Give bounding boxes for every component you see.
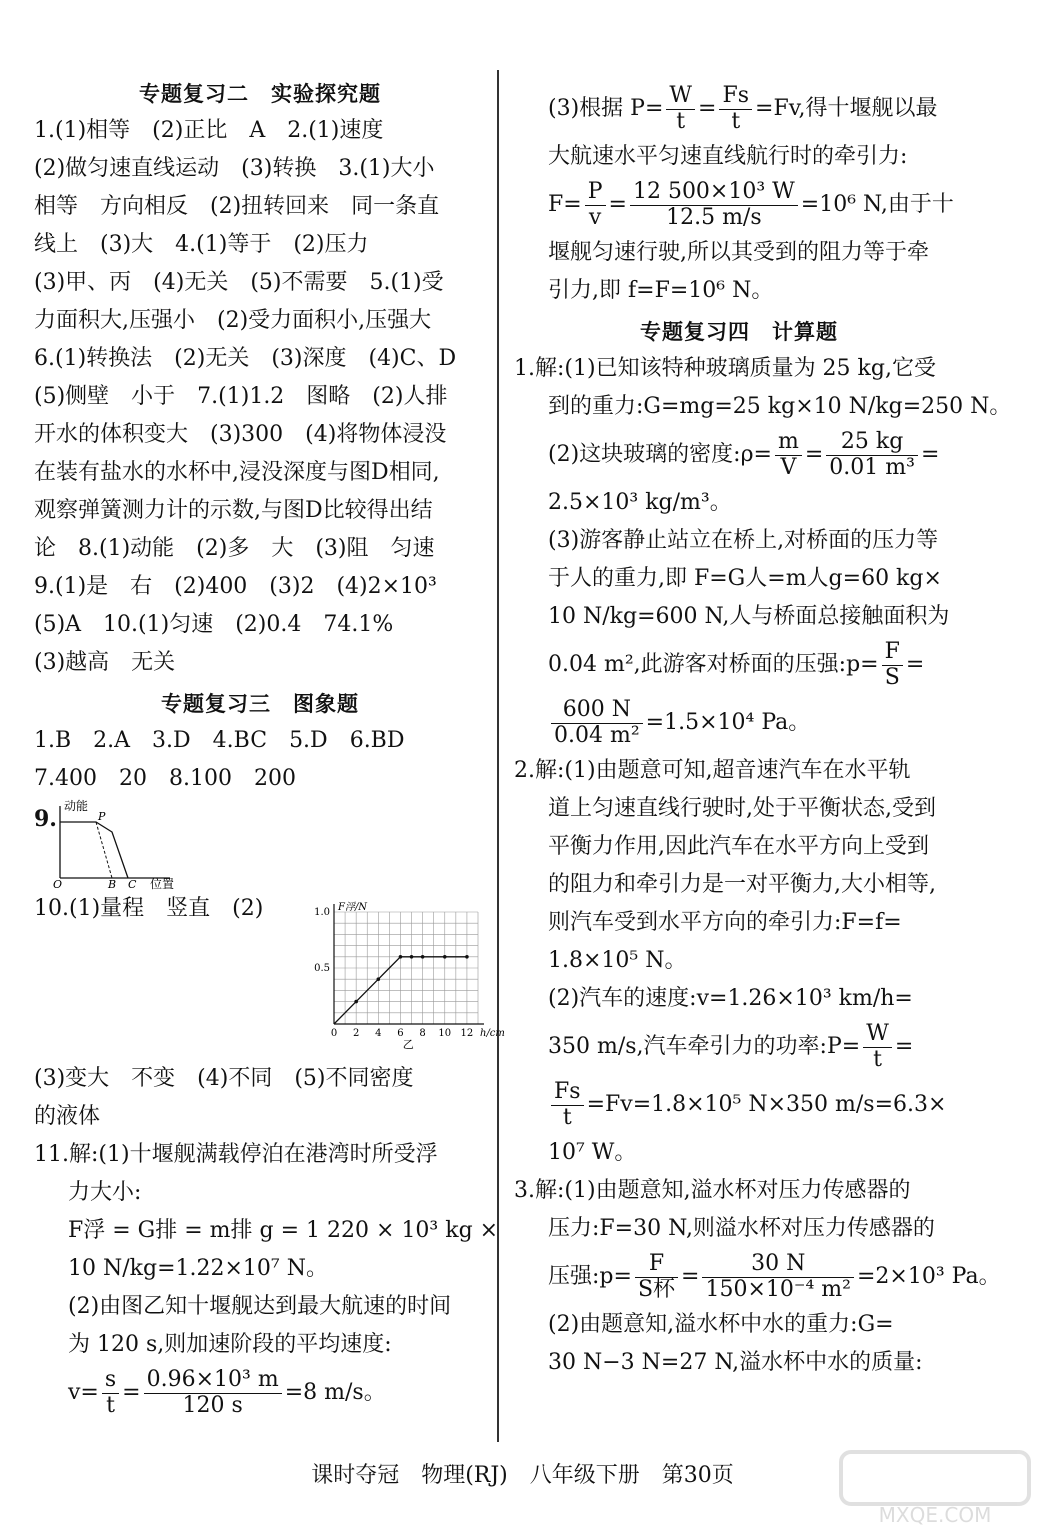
eq-rhs: = xyxy=(920,442,940,467)
answer-line: (2)做匀速直线运动 (3)转换 3.(1)大小 xyxy=(34,156,435,181)
denominator: t xyxy=(676,108,686,134)
answer-line: 1.(1)相等 (2)正比 A 2.(1)速度 xyxy=(34,118,384,143)
solution-line: (2)由图乙知十堰舰达到最大航速的时间 xyxy=(68,1294,452,1319)
solution-line: 平衡力作用,因此汽车在水平方向上受到 xyxy=(548,834,929,859)
solution-line: 到的重力:G=mg=25 kg×10 N/kg=250 N。 xyxy=(548,394,1012,419)
answer-line: 力面积大,压强小 (2)受力面积小,压强大 xyxy=(34,308,432,333)
answer-line: 6.(1)转换法 (2)无关 (3)深度 (4)C、D xyxy=(34,346,457,371)
denominator: 12.5 m/s xyxy=(666,204,762,230)
answer-line: (5)侧壁 小于 7.(1)1.2 图略 (2)人排 xyxy=(34,384,448,409)
numerator: Fs xyxy=(719,84,752,109)
eq-rhs: =Fv,得十堰舰以最 xyxy=(755,96,938,121)
fraction xyxy=(630,180,798,229)
solution-line: 力大小: xyxy=(68,1180,142,1205)
eq-rhs: =1.5×10⁴ Pa。 xyxy=(645,710,811,735)
denominator: S杯 xyxy=(637,1276,676,1302)
numerator: m xyxy=(775,430,802,455)
page-footer: 课时夺冠 物理(RJ) 八年级下册 第30页 xyxy=(311,1463,734,1488)
fraction xyxy=(882,640,903,689)
denominator: 0.01 m³ xyxy=(829,454,915,480)
svg-text:MXQE.COM: MXQE.COM xyxy=(878,1503,992,1527)
y-tick-label: 0.5 xyxy=(314,963,330,974)
data-point xyxy=(465,955,469,959)
answer-line: 1.B 2.A 3.D 4.BC 5.D 6.BD xyxy=(34,728,405,753)
eq-lhs: F= xyxy=(548,192,582,217)
car-power-equation xyxy=(514,1018,964,1076)
solution-line: 2.解:(1)由题意可知,超音速汽车在水平轨 xyxy=(514,758,911,783)
numerator: 12 500×10³ W xyxy=(630,180,798,205)
data-point xyxy=(410,955,414,959)
numerator: s xyxy=(102,1368,119,1393)
denominator: 150×10⁻⁴ m² xyxy=(705,1276,851,1302)
solution-line: (2)汽车的速度:v=1.26×10³ km/h= xyxy=(548,986,913,1011)
y-tick-label: 1.0 xyxy=(314,907,330,918)
origin-label: O xyxy=(53,878,63,891)
solution-line: F浮 = G排 = m排 g = 1 220 × 10³ kg × xyxy=(68,1218,499,1243)
denominator: t xyxy=(873,1046,882,1072)
answer-line: (5)A 10.(1)匀速 (2)0.4 74.1% xyxy=(34,612,394,637)
numerator: 30 N xyxy=(702,1252,854,1277)
fraction xyxy=(826,430,918,479)
x-tick-label: 2 xyxy=(352,1028,360,1039)
eq-rhs: =2×10³ Pa。 xyxy=(856,1264,1001,1289)
numerator: W xyxy=(863,1022,892,1047)
numerator: F xyxy=(882,640,903,665)
numerator: W xyxy=(666,84,695,109)
numerator: F xyxy=(635,1252,678,1277)
eq-rhs: = xyxy=(905,652,925,677)
buoyancy-chart xyxy=(274,892,505,1052)
x-tick-label: 10 xyxy=(438,1028,452,1039)
answer-line: (3)变大 不变 (4)不同 (5)不同密度 xyxy=(34,1066,414,1091)
q10-text: 10.(1)量程 竖直 (2) xyxy=(34,896,264,921)
eq-rhs: = xyxy=(894,1034,914,1059)
solution-line: 1.8×10⁵ N。 xyxy=(548,948,687,973)
point-b-label: B xyxy=(108,878,117,891)
x-tick-label: 8 xyxy=(419,1028,426,1039)
eq-lhs: 0.04 m²,此游客对桥面的压强:p= xyxy=(548,652,879,677)
numerator: Fs xyxy=(551,1080,584,1105)
car-power-equation-2 xyxy=(514,1076,964,1134)
pressure-equation-1 xyxy=(514,636,964,694)
point-p-label: P xyxy=(98,810,106,823)
solution-line: 于人的重力,即 F=G人=m人g=60 kg× xyxy=(548,566,942,591)
data-point xyxy=(443,955,447,959)
answer-line: 线上 (3)大 4.(1)等于 (2)压力 xyxy=(34,232,369,257)
left-column xyxy=(34,72,505,1422)
section-heading-3: 专题复习三 图象题 xyxy=(161,692,359,716)
solution-line: 为 120 s,则加速阶段的平均速度: xyxy=(68,1332,392,1357)
fraction xyxy=(666,84,695,133)
right-column xyxy=(514,80,1012,1382)
data-point xyxy=(421,955,425,959)
denominator: 120 s xyxy=(182,1392,243,1418)
denominator: t xyxy=(731,108,741,134)
x-tick-label: 12 xyxy=(460,1028,474,1039)
section-2-lines xyxy=(34,112,486,682)
answer-line: 在装有盐水的水杯中,浸没深度与图D相同, xyxy=(34,460,440,485)
answer-line: 相等 方向相反 (2)扭转回来 同一条直 xyxy=(34,194,440,219)
fraction xyxy=(863,1022,892,1071)
data-point xyxy=(399,955,403,959)
eq-lhs: v= xyxy=(68,1380,99,1405)
answer-line: (3)越高 无关 xyxy=(34,650,176,675)
fraction xyxy=(551,698,643,747)
data-point xyxy=(377,977,381,981)
numerator: 600 N xyxy=(551,698,643,723)
y-axis-label: F浮/N xyxy=(338,902,368,913)
solution-line: 30 N−3 N=27 N,溢水杯中水的质量: xyxy=(548,1350,923,1375)
answer-line: 观察弹簧测力计的示数,与图D比较得出结 xyxy=(34,498,433,523)
q10-block xyxy=(34,890,505,1060)
solution-line: 引力,即 f=F=10⁶ N。 xyxy=(548,278,774,303)
fraction xyxy=(102,1368,119,1417)
cup-pressure-equation: 压强:p= $\frac{F}{\text{S杯}}$ = $\frac{30 N}{\text{150×10⁻⁴ m²}}$ =2×10³ Pa。 xyxy=(548,1251,1001,1302)
numerator: 25 kg xyxy=(826,430,918,455)
graph-ylabel: 动能 xyxy=(64,799,89,813)
solution-line: 2.5×10³ kg/m³。 xyxy=(548,490,732,515)
fraction xyxy=(551,1080,584,1129)
x-axis-label: h/cm xyxy=(480,1028,505,1039)
eq-rhs: =8 m/s。 xyxy=(284,1380,386,1405)
solution-line: (2)由题意知,溢水杯中水的重力:G= xyxy=(548,1312,894,1337)
answer-line: (3)甲、丙 (4)无关 (5)不需要 5.(1)受 xyxy=(34,270,444,295)
solution-line: (3)游客静止站立在桥上,对桥面的压力等 xyxy=(548,528,939,553)
point-c-label: C xyxy=(128,878,137,891)
denominator: t xyxy=(562,1104,572,1130)
solution-line: 堰舰匀速行驶,所以其受到的阻力等于牵 xyxy=(548,240,929,265)
x-tick-label: 4 xyxy=(375,1028,382,1039)
fraction xyxy=(702,1252,854,1301)
q9-label: 9. xyxy=(34,806,57,832)
denominator: S xyxy=(884,664,900,690)
section-heading-4: 专题复习四 计算题 xyxy=(640,320,838,344)
power-equation: (3)根据 P= $\frac{W}{t}$ = $\frac{Fs}{t}$ =Fv,得十堰舰以最 xyxy=(548,83,938,134)
solution-line: 1.解:(1)已知该特种玻璃质量为 25 kg,它受 xyxy=(514,356,936,381)
solution-line: 10 N/kg=600 N,人与桥面总接触面积为 xyxy=(548,604,950,629)
denominator: t xyxy=(106,1392,115,1418)
denominator: V xyxy=(780,454,797,480)
answer-line: 的液体 xyxy=(34,1104,101,1129)
answer-line: 9.(1)是 右 (2)400 (3)2 (4)2×10³ xyxy=(34,574,437,599)
data-point xyxy=(354,1000,358,1004)
fraction xyxy=(719,84,752,133)
solution-line: 3.解:(1)由题意知,溢水杯对压力传感器的 xyxy=(514,1178,911,1203)
numerator: P xyxy=(585,180,606,205)
graph-xlabel: 位置 xyxy=(150,877,175,891)
answer-line: 开水的体积变大 (3)300 (4)将物体浸没 xyxy=(34,422,447,447)
answer-line: 7.400 20 8.100 200 xyxy=(34,766,296,791)
section-heading-2: 专题复习二 实验探究题 xyxy=(139,82,381,106)
fraction xyxy=(775,430,802,479)
density-equation: (2)这块玻璃的密度:ρ= $\frac{m}{V}$ = $\frac{25 kg}{\text{0.01 m³}}$ = xyxy=(548,429,940,480)
eq-lhs: (3)根据 P= xyxy=(548,96,664,121)
eq-rhs: =10⁶ N,由于十 xyxy=(800,192,954,217)
watermark-logo xyxy=(835,1448,1035,1528)
solution-line: 11.解:(1)十堰舰满载停泊在港湾时所受浮 xyxy=(34,1142,438,1167)
x-tick-label: 6 xyxy=(397,1028,404,1039)
solution-line: 大航速水平匀速直线航行时的牵引力: xyxy=(548,144,908,169)
solution-line: 道上匀速直线行驶时,处于平衡状态,受到 xyxy=(548,796,936,821)
solution-line: 10 N/kg=1.22×10⁷ N。 xyxy=(68,1256,328,1281)
solution-line: 的阻力和牵引力是一对平衡力,大小相等, xyxy=(548,872,936,897)
velocity-equation: v= $\frac{s}{t}$ = $\frac{\text{0.96×10³ m}}{120 s}$ =8 m/s。 xyxy=(68,1367,386,1418)
denominator: 0.04 m² xyxy=(554,722,640,748)
fraction xyxy=(144,1368,282,1417)
fraction xyxy=(585,180,606,229)
chart-caption: 乙 xyxy=(402,1038,414,1051)
denominator: v xyxy=(588,204,602,230)
kinetic-energy-graph xyxy=(52,798,202,891)
solution-line: 则汽车受到水平方向的牵引力:F=f= xyxy=(548,910,902,935)
pressure-equation-2 xyxy=(514,694,964,752)
solution-line: 压力:F=30 N,则溢水杯对压力传感器的 xyxy=(548,1216,935,1241)
eq-rhs: =Fv=1.8×10⁵ N×350 m/s=6.3× xyxy=(586,1092,947,1117)
answer-line: 论 8.(1)动能 (2)多 大 (3)阻 匀速 xyxy=(34,536,435,561)
numerator: 0.96×10³ m xyxy=(144,1368,282,1393)
eq-lhs: 压强:p= xyxy=(548,1264,632,1289)
eq-lhs: (2)这块玻璃的密度:ρ= xyxy=(548,442,772,467)
force-equation: F= $\frac{P}{v}$ = $\frac{\text{12 500×10³ W}}{12.5 m/s}$ =10⁶ N,由于十 xyxy=(548,179,954,230)
x-tick-label: 0 xyxy=(330,1028,338,1039)
eq-lhs: 350 m/s,汽车牵引力的功率:P= xyxy=(548,1034,861,1059)
fraction xyxy=(635,1252,678,1301)
q9-block xyxy=(34,798,486,890)
solution-line: 10⁷ W。 xyxy=(548,1140,637,1165)
